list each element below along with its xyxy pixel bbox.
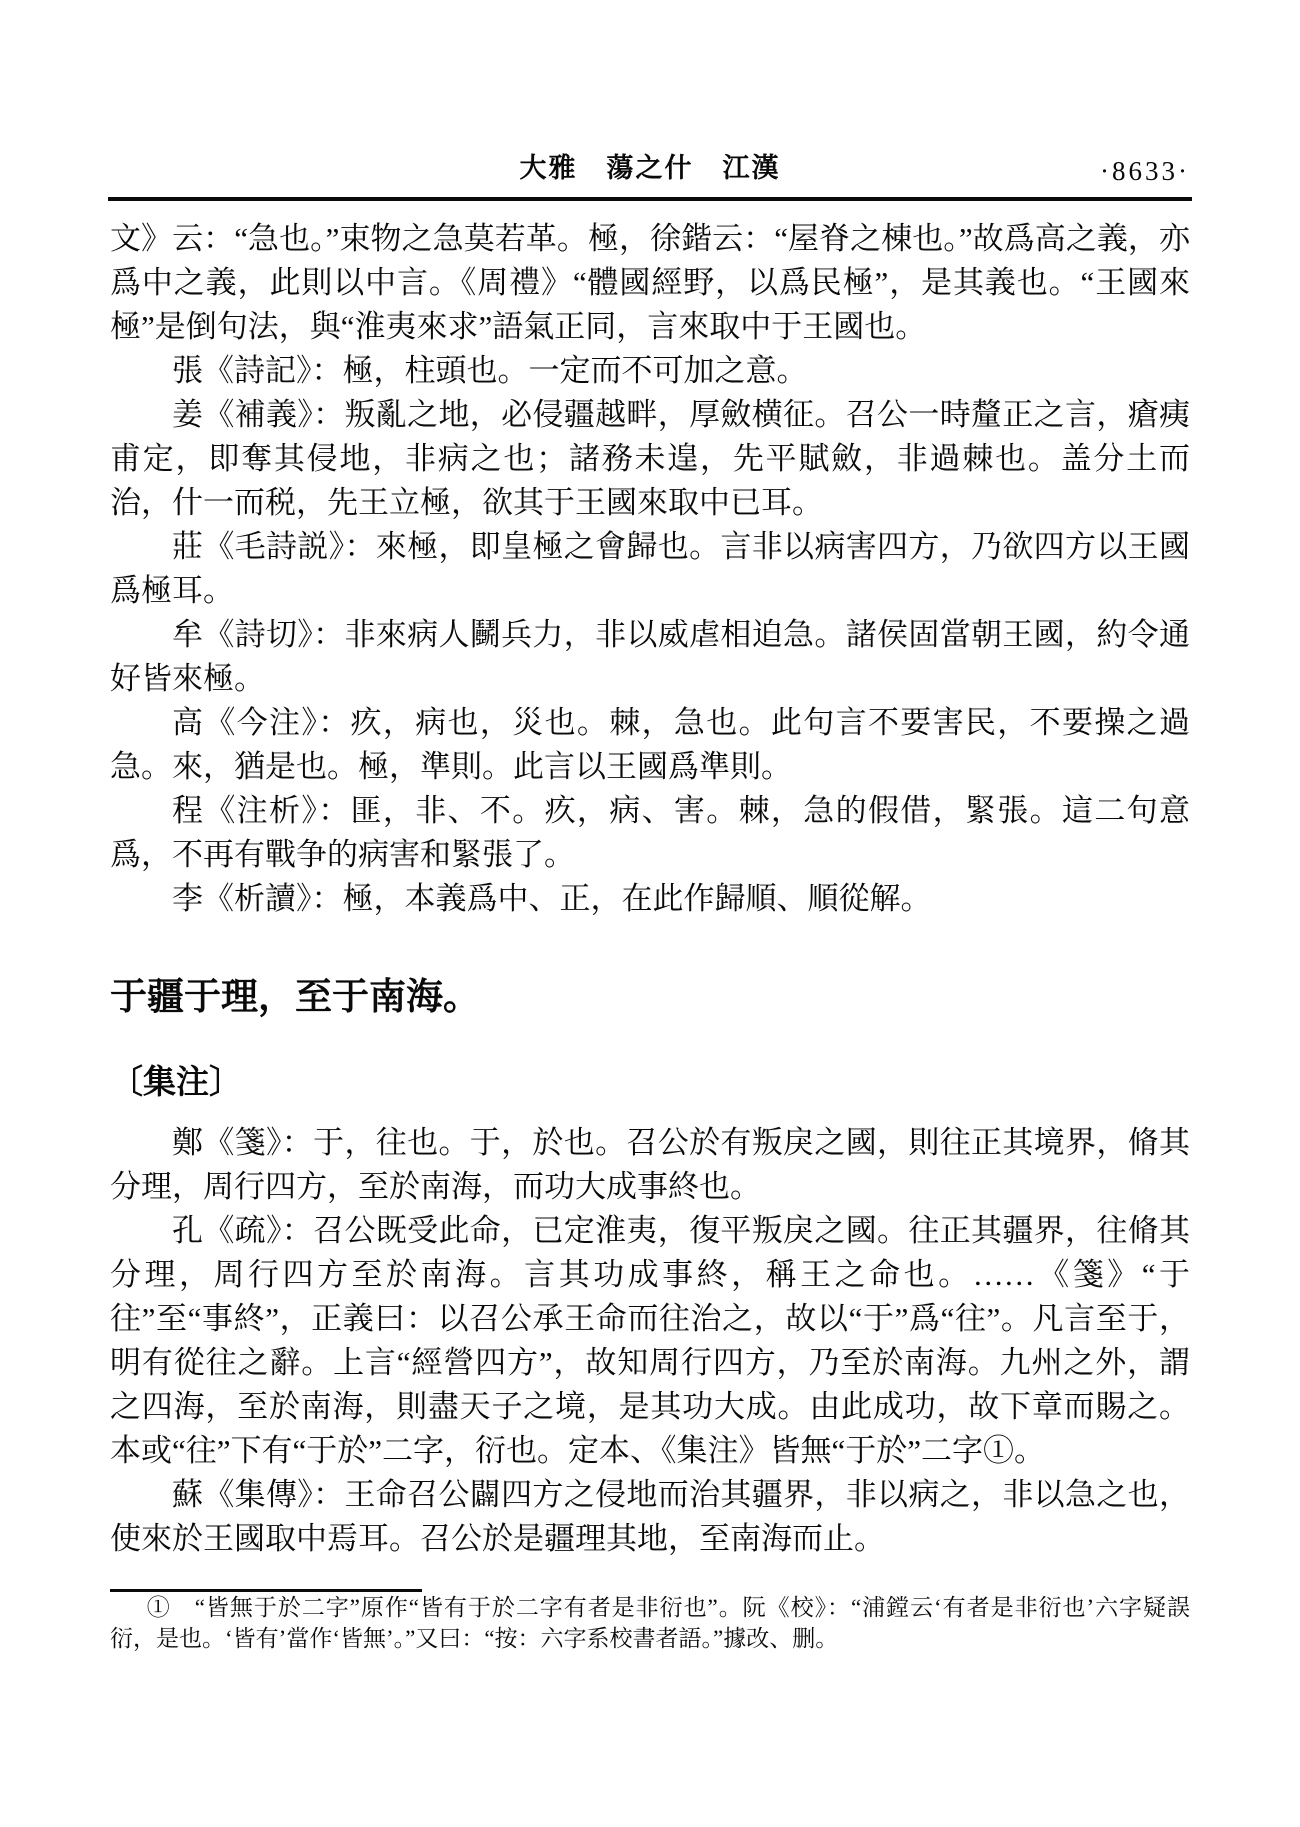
jizhu-entry: 蘇《集傳》：王命召公闢四方之侵地而治其疆界，非以病之，非以急之也，使來於王國取中焉耳。召公於是疆理其地，至南海而止。 [110,1477,1190,1556]
commentary-entry: 高《今注》：疚，病也，災也。棘，急也。此句言不要害民，不要操之過急。來，猶是也。極，準則。此言以王國爲準則。 [110,705,1190,784]
jizhu-entry: 鄭《箋》：于，往也。于，於也。召公於有叛戾之國，則往正其境界，脩其分理，周行四方，至於南海，而功大成事終也。 [110,1125,1190,1204]
commentary-entry: 莊《毛詩説》：來極，即皇極之會歸也。言非以病害四方，乃欲四方以王國爲極耳。 [110,529,1190,608]
page-header [108,0,1192,201]
section-heading-jizhu: 〔集注〕 [110,1065,242,1101]
commentary-entry: 張《詩記》：極，柱頭也。一定而不可加之意。 [172,353,808,388]
commentary-entry: 牟《詩切》：非來病人鬭兵力，非以威虐相迫急。諸侯固當朝王國，約令通好皆來極。 [110,617,1190,696]
running-title: 大雅 蕩之什 江漢 [519,153,781,183]
verse-heading: 于疆于理，至于南海。 [110,977,480,1018]
footnote-text: ① “皆無于於二字”原作“皆有于於二字有者是非衍也”。阮《校》：“浦鏜云‘有者是非衍也’六字疑誤衍，是也。‘皆有’當作‘皆無’。”又曰：“按：六字系校書者語。”據改、删。 [110,1595,1190,1651]
commentary-entry: 李《析讀》：極，本義爲中、正，在此作歸順、順從解。 [172,881,932,916]
main-text [110,217,1190,1654]
commentary-entry: 程《注析》：匪，非、不。疚，病、害。棘，急的假借，緊張。這二句意爲，不再有戰争的病害和緊張了。 [110,793,1190,872]
jizhu-entry: 孔《疏》：召公既受此命，已定淮夷，復平叛戾之國。往正其疆界，往脩其分理，周行四方至於南海。言其功成事終，稱王之命也。……《箋》“于往”至“事終”，正義曰：以召公承王命而往治之，故以“于”爲“往”。凡言至于，明有從往之辭。上言“經營四方”，故知周行四方，乃至於南海。九州之外，謂之四海，至於南海，則盡天子之境，是其功大成。由此成功，故下章而賜之。本或“往”下有“于於”二字，衍也。定本、《集注》皆無“于於”二字①。 [110,1213,1190,1468]
commentary-entry: 姜《補義》：叛亂之地，必侵疆越畔，厚斂横征。召公一時釐正之言，瘡痍甫定，即奪其侵地，非病之也；諸務未遑，先平賦斂，非過棘也。盖分土而治，什一而税，先王立極，欲其于王國來取中已耳。 [110,397,1190,520]
continuation-paragraph: 文》云：“急也。”束物之急莫若革。極，徐鍇云：“屋脊之棟也。”故爲高之義，亦爲中之義，此則以中言。《周禮》“體國經野，以爲民極”，是其義也。“王國來極”是倒句法，與“淮夷來求”語氣正同，言來取中于王國也。 [110,221,1190,344]
page-number: ·8633· [1100,156,1190,186]
